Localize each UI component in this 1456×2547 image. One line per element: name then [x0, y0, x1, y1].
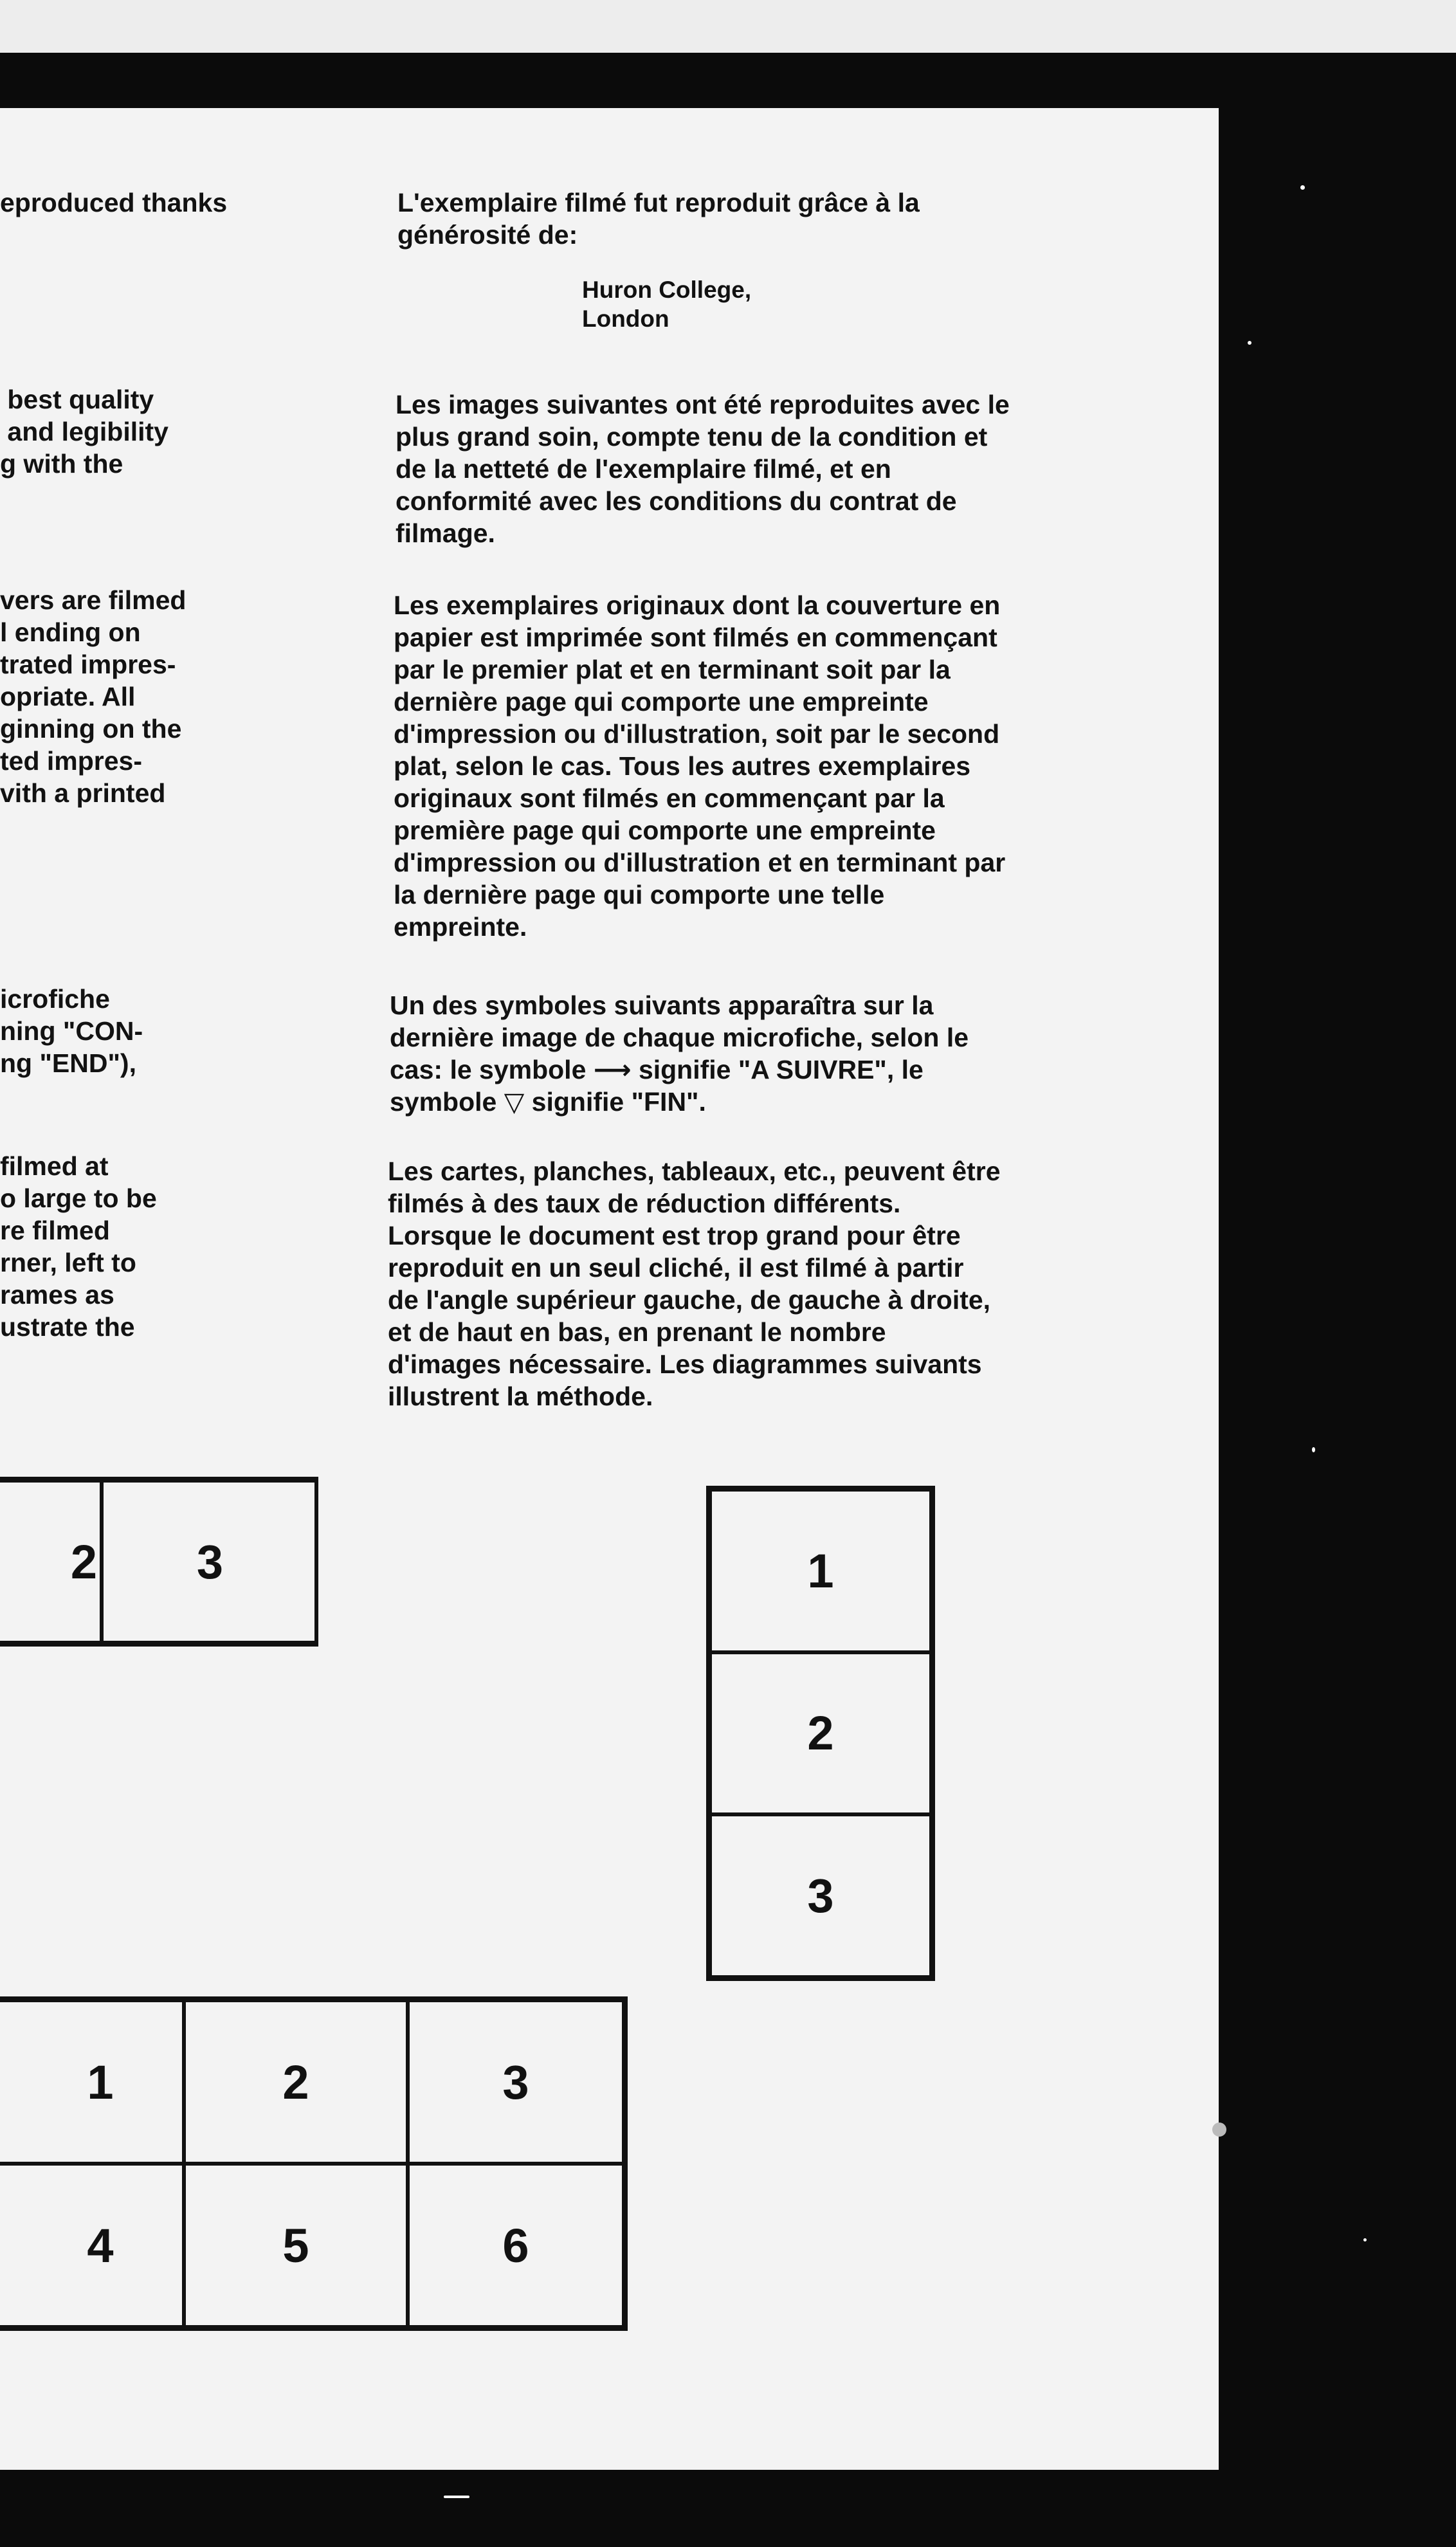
frame-cell: 3	[102, 1481, 318, 1643]
french-symbols-paragraph: Un des symboles suivants apparaîtra sur la dernière image de chaque microfiche, selon le cas: le symbole ⟶ signifie "A SUIVRE", le symbole ▽ signifie "FIN".	[390, 990, 969, 1117]
frame-cell: 1	[710, 1490, 931, 1652]
english-maps-fragment: filmed at o large to be re filmed rner, left to rames as ustrate the	[0, 1151, 157, 1342]
english-acknowledgement-fragment: eproduced thanks	[0, 188, 228, 217]
horizontal-frames-diagram	[0, 1477, 318, 1647]
frame-cell: 3	[408, 2000, 624, 2164]
frame-cell: 1	[0, 2000, 184, 2164]
frame-cell: 3	[710, 1814, 931, 1977]
dust-speck	[444, 2496, 469, 2498]
frame-cell: 2	[710, 1652, 931, 1815]
english-symbols-fragment: icrofiche ning "CON- ng "END"),	[0, 984, 143, 1078]
scanner-top-strip	[0, 0, 1456, 53]
institution-name: Huron College,	[582, 277, 752, 303]
french-acknowledgement: L'exemplaire filmé fut reproduit grâce à la générosité de:	[397, 188, 920, 250]
french-quality-paragraph: Les images suivantes ont été reproduites avec le plus grand soin, compte tenu de la condition et de la netteté de l'exemplaire filmé, et en conformité avec les conditions du contrat de filmage.	[396, 390, 1010, 548]
dust-speck	[1248, 341, 1251, 345]
vertical-frames-diagram	[706, 1486, 935, 1981]
frame-cell: 5	[184, 2164, 408, 2327]
dust-speck	[1300, 185, 1305, 190]
document-page	[0, 108, 1219, 2470]
dust-speck	[1363, 2238, 1367, 2241]
grid-frames-diagram	[0, 1996, 628, 2331]
frame-cell: 2	[0, 1481, 102, 1643]
dust-speck	[1212, 2122, 1226, 2137]
english-quality-fragment: best quality and legibility g with the	[0, 385, 168, 479]
french-maps-paragraph: Les cartes, planches, tableaux, etc., peuvent être filmés à des taux de réduction différents. Lorsque le document est trop grand pour être reproduit en un seul cliché, il est filmé à partir de l'angle supérieur gauche, de gauche à droite, et de haut en bas, en prenant le nombre d'images nécessaire. Les diagrammes suivants illustrent la méthode.	[388, 1156, 1001, 1411]
dust-speck	[1312, 1447, 1315, 1452]
frame-cell: 2	[184, 2000, 408, 2164]
institution-city: London	[582, 306, 669, 332]
english-covers-fragment: vers are filmed l ending on trated impres- opriate. All ginning on the ted impres- vith a printed	[0, 585, 187, 808]
frame-cell: 6	[408, 2164, 624, 2327]
french-covers-paragraph: Les exemplaires originaux dont la couverture en papier est imprimée sont filmés en commençant par le premier plat et en terminant soit par la dernière page qui comporte une empreinte d'impression ou d'illustration, soit par le second plat, selon le cas. Tous les autres exemplaires originaux sont filmés en commençant par la première page qui comporte une empreinte d'impression ou d'illustration et en terminant par la dernière page qui comporte une telle empreinte.	[394, 590, 1006, 942]
frame-cell: 4	[0, 2164, 184, 2327]
